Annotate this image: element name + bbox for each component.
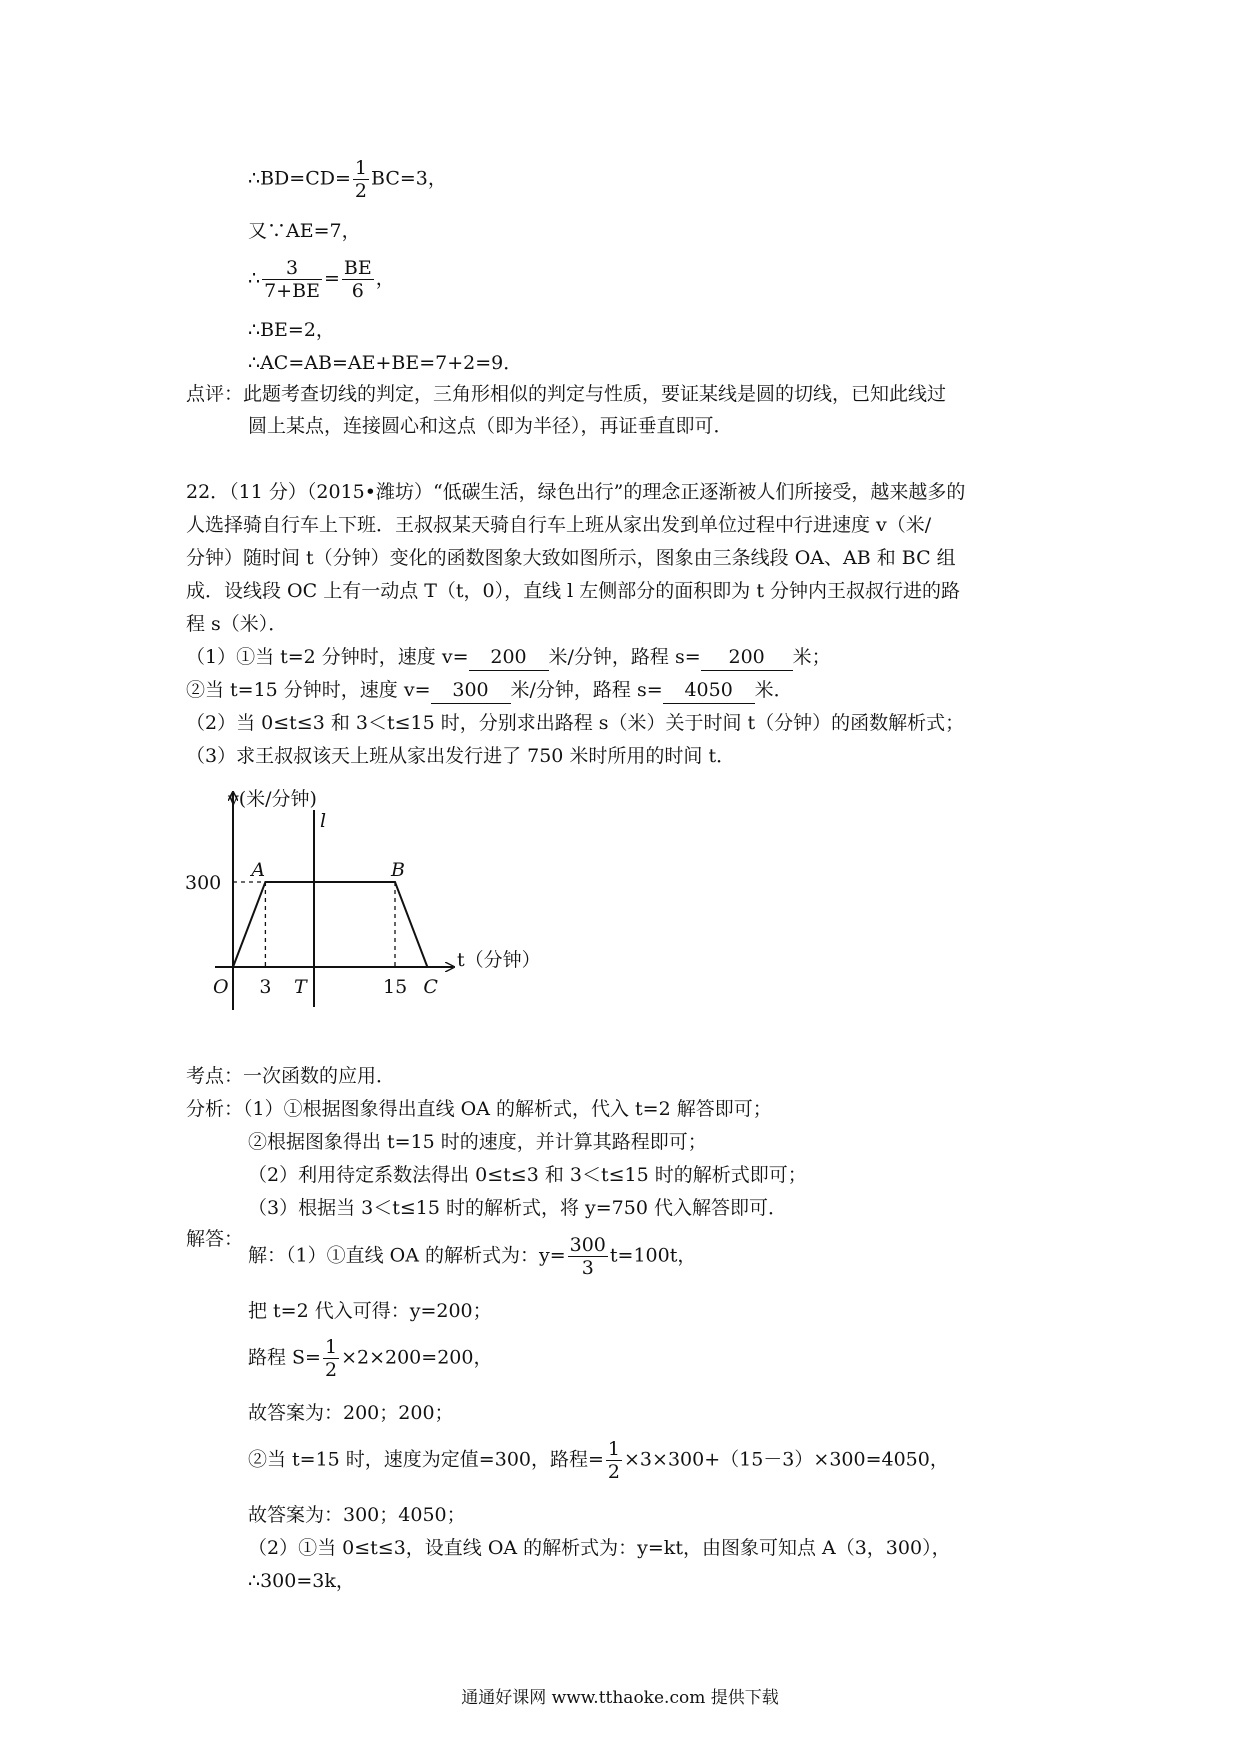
comment-label: 点评： (186, 383, 244, 405)
fraction: $\frac{1}{2}$ (354, 157, 367, 202)
point-label-b: B (391, 859, 405, 882)
question-1a: （1）①当 t=2 分钟时，速度 v= 200 米/分钟，路程 s= 200 米； (186, 644, 831, 671)
point-label-t: T (294, 976, 307, 998)
problem-line-1: 22．（11 分）（2015•潍坊）“低碳生活，绿色出行”的理念正逐渐被人们所接受，越来越多的 (186, 481, 966, 503)
page-footer: 通通好课网 www.tthaoke.com 提供下载 (461, 1688, 779, 1708)
comment-line-1: 点评：此题考查切线的判定，三角形相似的判定与性质，要证某线是圆的切线，已知此线过 (186, 383, 947, 405)
fraction: $\frac{3}{7+BE}$ (264, 257, 320, 302)
point-label-a: A (251, 859, 266, 882)
question-2: （2）当 0≤t≤3 和 3＜t≤15 时，分别求出路程 s（米）关于时间 t（分钟）的函数解析式； (186, 712, 965, 734)
fraction: $\frac{1}{2}$ (607, 1438, 621, 1483)
answer-blank: 200 (469, 644, 549, 671)
problem-line-4: 成．设线段 OC 上有一动点 T（t，0），直线 l 左侧部分的面积即为 t 分钟内王叔叔行进的路 (186, 580, 961, 602)
jieda-line-7: （2）①当 0≤t≤3，设直线 OA 的解析式为：y=kt，由图象可知点 A（3，300）， (248, 1537, 951, 1559)
fraction: $\frac{1}{2}$ (324, 1336, 338, 1381)
y-tick-label: 300 (185, 872, 222, 895)
fenxi-line-3: （2）利用待定系数法得出 0≤t≤3 和 3＜t≤15 时的解析式即可； (248, 1164, 807, 1186)
problem-line-5: 程 s（米）． (186, 613, 288, 635)
fraction: $\frac{300}{3}$ (569, 1234, 606, 1279)
fenxi-line-4: （3）根据当 3＜t≤15 时的解析式，将 y=750 代入解答即可． (248, 1197, 787, 1219)
x-tick-label: 15 (383, 976, 408, 998)
fenxi-line-1: 分析：（1）①根据图象得出直线 OA 的解析式，代入 t=2 解答即可； (186, 1098, 772, 1120)
fraction: $\frac{BE}{6}$ (343, 257, 372, 302)
question-1b: ②当 t=15 分钟时，速度 v= 300 米/分钟，路程 s= 4050 米． (186, 677, 793, 704)
point-label-o: O (213, 976, 229, 998)
series-line (233, 882, 427, 967)
jieda-label: 解答： (186, 1228, 244, 1250)
kaodian-line: 考点：一次函数的应用． (186, 1065, 396, 1087)
x-tick-label: 3 (259, 976, 272, 998)
jieda-line-8: ∴300=3k， (248, 1570, 355, 1592)
answer-blank: 300 (431, 677, 511, 704)
prev-line-4: ∴BE=2， (248, 319, 335, 341)
prev-line-5: ∴AC=AB=AE+BE=7+2=9． (248, 352, 523, 374)
x-axis-label: t（分钟） (457, 949, 541, 971)
answer-blank: 200 (701, 644, 793, 671)
question-3: （3）求王叔叔该天上班从家出发行进了 750 米时所用的时间 t． (186, 745, 736, 767)
problem-line-2: 人选择骑自行车上下班．王叔叔某天骑自行车上班从家出发到单位过程中行进速度 v（米/ (186, 514, 932, 536)
jieda-line-1: 解：（1）①直线 OA 的解析式为：y= $\frac{300}{3}$ t=100t， (248, 1234, 697, 1279)
jieda-line-3: 路程 S= $\frac{1}{2}$ ×2×200=200， (248, 1336, 493, 1381)
velocity-time-graph (185, 785, 605, 1020)
fenxi-line-2: ②根据图象得出 t=15 时的速度，并计算其路程即可； (248, 1131, 707, 1153)
jieda-line-6: 故答案为：300；4050； (248, 1504, 466, 1526)
prev-line-2: 又∵AE=7， (248, 220, 361, 242)
comment-line-2: 圆上某点，连接圆心和这点（即为半径），再证垂直即可． (248, 415, 733, 437)
jieda-line-2: 把 t=2 代入可得：y=200； (248, 1300, 492, 1322)
prev-line-1: ∴BD=CD= $\frac{1}{2}$ BC=3， (248, 157, 447, 202)
problem-line-3: 分钟）随时间 t（分钟）变化的函数图象大致如图所示，图象由三条线段 OA、AB 和 BC 组 (186, 547, 956, 569)
jieda-line-5: ②当 t=15 时，速度为定值=300，路程= $\frac{1}{2}$ ×3×300+（15－3）×300=4050， (248, 1438, 949, 1483)
jieda-line-4: 故答案为：200；200； (248, 1402, 454, 1424)
answer-blank: 4050 (663, 677, 755, 704)
line-l-label: l (320, 810, 327, 832)
y-axis-label: v(米/分钟) (228, 788, 317, 810)
prev-line-3: ∴ $\frac{3}{7+BE}$ = $\frac{BE}{6}$ ， (248, 257, 395, 302)
point-label-c: C (423, 976, 438, 998)
